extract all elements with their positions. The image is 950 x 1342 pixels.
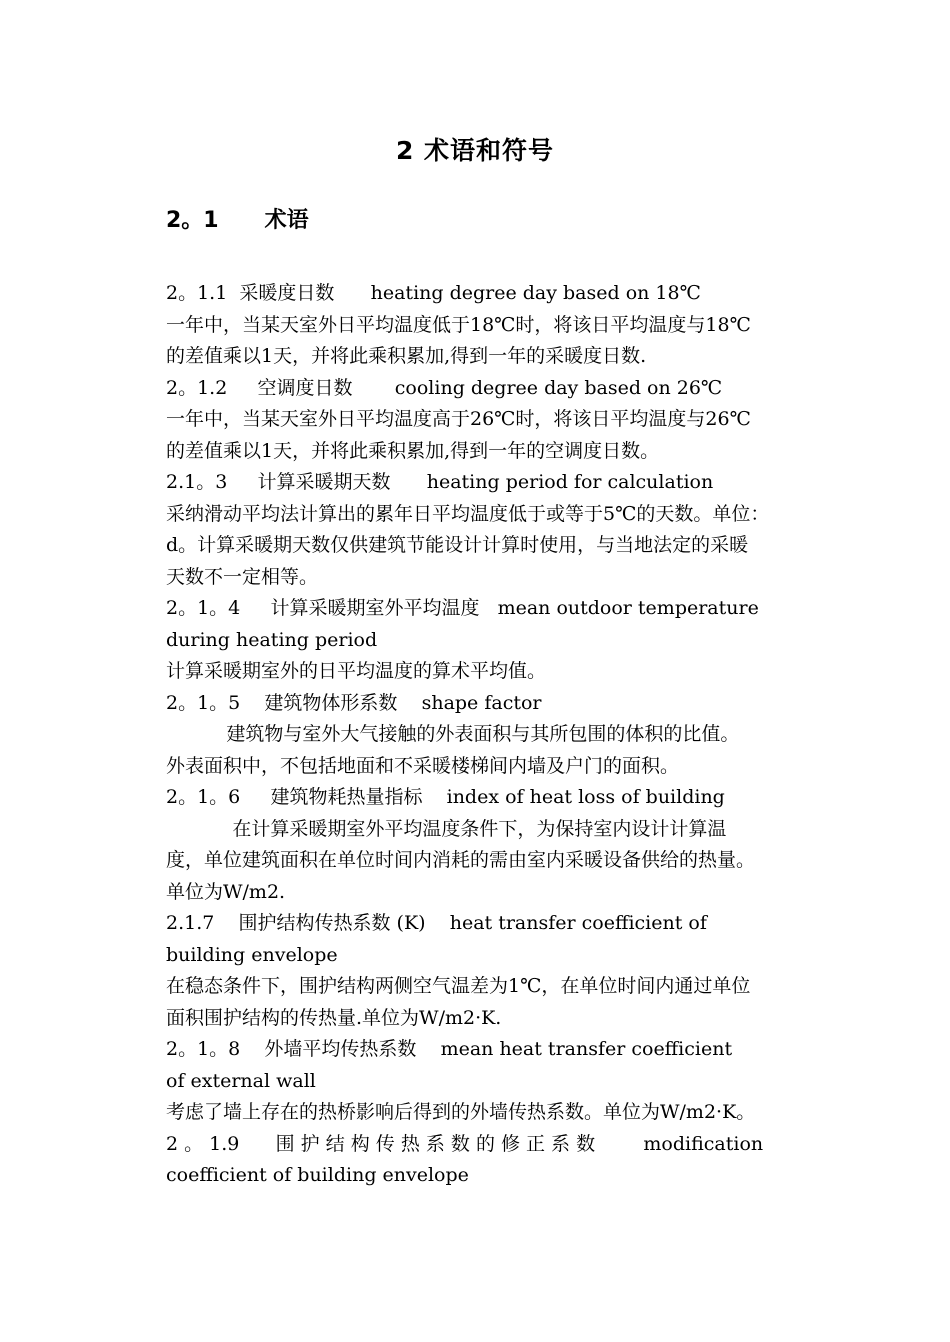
term-2-1-7-heading: 2.1.7 围护结构传热系数 (K) heat transfer coefficient of: [166, 912, 707, 934]
term-2-1-4-definition-line: 计算采暖期室外的日平均温度的算术平均值。: [166, 660, 547, 682]
section-title: 2。1 术语: [166, 208, 309, 233]
term-2-1-5-heading: 2。1。5 建筑物体形系数 shape factor: [166, 691, 542, 714]
term-2-1-9-heading-cont: coefficient of building envelope: [166, 1164, 469, 1186]
term-2-1-6-definition-line: 在计算采暖期室外平均温度条件下，为保持室内设计计算温: [166, 817, 727, 840]
term-2-1-8-heading-cont: of external wall: [166, 1069, 316, 1092]
term-2-1-8-definition-line: 考虑了墙上存在的热桥影响后得到的外墙传热系数。单位为W/m2·K。: [166, 1101, 756, 1123]
term-2-1-6-heading: 2。1。6 建筑物耗热量指标 index of heat loss of building: [166, 786, 725, 808]
term-2-1-8-heading: 2。1。8 外墙平均传热系数 mean heat transfer coefficient: [166, 1038, 733, 1060]
term-2-1-9-heading: 2 。 1.9 围 护 结 构 传 热 系 数 的 修 正 系 数 modification: [166, 1132, 764, 1155]
term-2-1-3-definition-line: d。计算采暖期天数仅供建筑节能设计计算时使用，与当地法定的采暖: [166, 534, 749, 556]
document-body: [166, 278, 866, 1192]
term-2-1-7-heading-cont: building envelope: [166, 943, 338, 966]
term-2-1-1-definition-line: 的差值乘以1天，并将此乘积累加,得到一年的采暖度日数.: [166, 345, 647, 367]
term-2-1-2-heading: 2。1.2 空调度日数 cooling degree day based on 26℃: [166, 376, 723, 399]
term-2-1-7-definition-line: 在稳态条件下，围护结构两侧空气温差为1℃，在单位时间内通过单位: [166, 975, 751, 997]
term-2-1-3-definition-line: 天数不一定相等。: [166, 565, 319, 588]
term-2-1-5-definition-line: 外表面积中，不包括地面和不采暖楼梯间内墙及户门的面积。: [166, 754, 680, 777]
term-2-1-7-definition-line: 面积围护结构的传热量.单位为W/m2·K.: [166, 1006, 502, 1029]
term-2-1-2-definition-line: 的差值乘以1天，并将此乘积累加,得到一年的空调度日数。: [166, 439, 660, 462]
term-2-1-4-heading-cont: during heating period: [166, 628, 378, 651]
term-2-1-3-definition-line: 采纳滑动平均法计算出的累年日平均温度低于或等于5℃的天数。单位：: [166, 502, 770, 525]
term-2-1-6-definition-line: 度，单位建筑面积在单位时间内消耗的需由室内采暖设备供给的热量。: [166, 849, 756, 871]
chapter-title: 2 术语和符号: [395, 136, 555, 165]
term-2-1-3-heading: 2.1。3 计算采暖期天数 heating period for calculation: [166, 471, 714, 493]
term-2-1-2-definition-line: 一年中，当某天室外日平均温度高于26℃时，将该日平均温度与26℃: [166, 408, 751, 430]
term-2-1-4-heading: 2。1。4 计算采暖期室外平均温度 mean outdoor temperature: [166, 597, 759, 619]
term-2-1-1-definition-line: 一年中，当某天室外日平均温度低于18℃时，将该日平均温度与18℃: [166, 313, 751, 336]
term-2-1-1-heading: 2。1.1 采暖度日数 heating degree day based on 18℃: [166, 282, 701, 304]
term-2-1-5-definition-line: 建筑物与室外大气接触的外表面积与其所包围的体积的比值。: [166, 723, 740, 745]
term-2-1-6-definition-line: 单位为W/m2.: [166, 880, 286, 903]
